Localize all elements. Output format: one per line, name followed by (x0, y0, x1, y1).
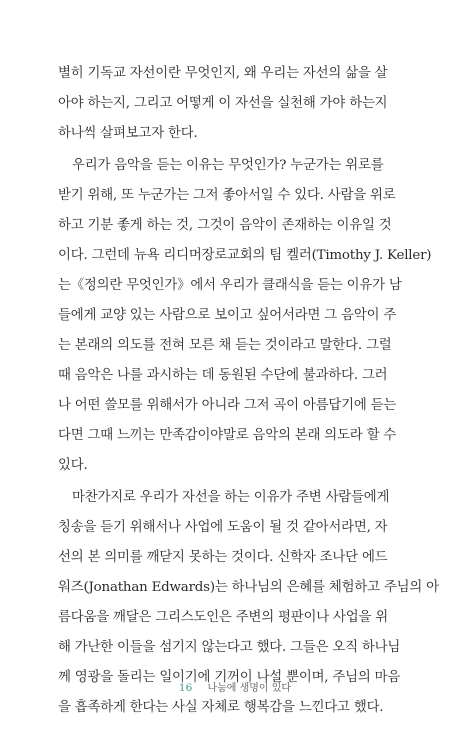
page-footer (0, 679, 470, 694)
page-number: 16 (178, 682, 193, 694)
text-line: 하고 기분 좋게 하는 것, 그것이 음악이 존재하는 이유일 것 (58, 218, 392, 233)
text-line: 나 어떤 쓸모를 위해서가 아니라 그저 곡이 아름답기에 듣는 (58, 398, 397, 413)
text-line: 선의 본 의미를 깨닫지 못하는 것이다. 신학자 조나단 에드 (58, 550, 388, 565)
running-title: 나눔에 생명이 있다 (207, 683, 292, 694)
text-line: 름다움을 깨달은 그리스도인은 주변의 평판이나 사업을 위 (58, 610, 388, 625)
text-line: 해 가난한 이들을 섬기지 않는다고 했다. 그들은 오직 하나님 (58, 640, 401, 655)
paragraph-first-line: 마찬가지로 우리가 자선을 하는 이유가 주변 사람들에게 (72, 490, 390, 505)
text-line: 받기 위해, 또 누군가는 그저 좋아서일 수 있다. 사람을 위로 (58, 188, 396, 203)
text-line: 는《정의란 무엇인가》에서 우리가 클래식을 듣는 이유가 남 (58, 278, 402, 293)
text-line: 을 흡족하게 한다는 사실 자체로 행복감을 느낀다고 했다. (58, 700, 384, 715)
text-line: 아야 하는지, 그리고 어떻게 이 자선을 실천해 가야 하는지 (58, 96, 388, 111)
text-line: 다면 그때 느끼는 만족감이야말로 음악의 본래 의도라 할 수 (58, 428, 397, 443)
text-line: 이다. 그런데 뉴욕 리디머장로교회의 팀 켈러(Timothy J. Keller) (58, 248, 432, 263)
text-line: 칭송을 듣기 위해서나 사업에 도움이 될 것 같아서라면, 자 (58, 520, 388, 535)
text-line: 때 음악은 나를 과시하는 데 동원된 수단에 불과하다. 그러 (58, 368, 388, 383)
text-line: 별히 기독교 자선이란 무엇인지, 왜 우리는 자선의 삶을 살 (58, 66, 388, 81)
text-line: 께 영광을 돌리는 일이기에 기꺼이 나설 뿐이며, 주님의 마음 (58, 670, 401, 685)
text-line: 있다. (58, 458, 88, 473)
text-line: 는 본래의 의도를 전혀 모른 채 듣는 것이라고 말한다. 그럴 (58, 338, 392, 353)
text-line: 하나씩 살펴보고자 한다. (58, 126, 198, 141)
paragraph-first-line: 우리가 음악을 듣는 이유는 무엇인가? 누군가는 위로를 (72, 158, 384, 173)
text-line: 워즈(Jonathan Edwards)는 하나님의 은혜를 체험하고 주님의 아 (58, 580, 439, 595)
text-line: 들에게 교양 있는 사람으로 보이고 싶어서라면 그 음악이 주 (58, 308, 397, 323)
